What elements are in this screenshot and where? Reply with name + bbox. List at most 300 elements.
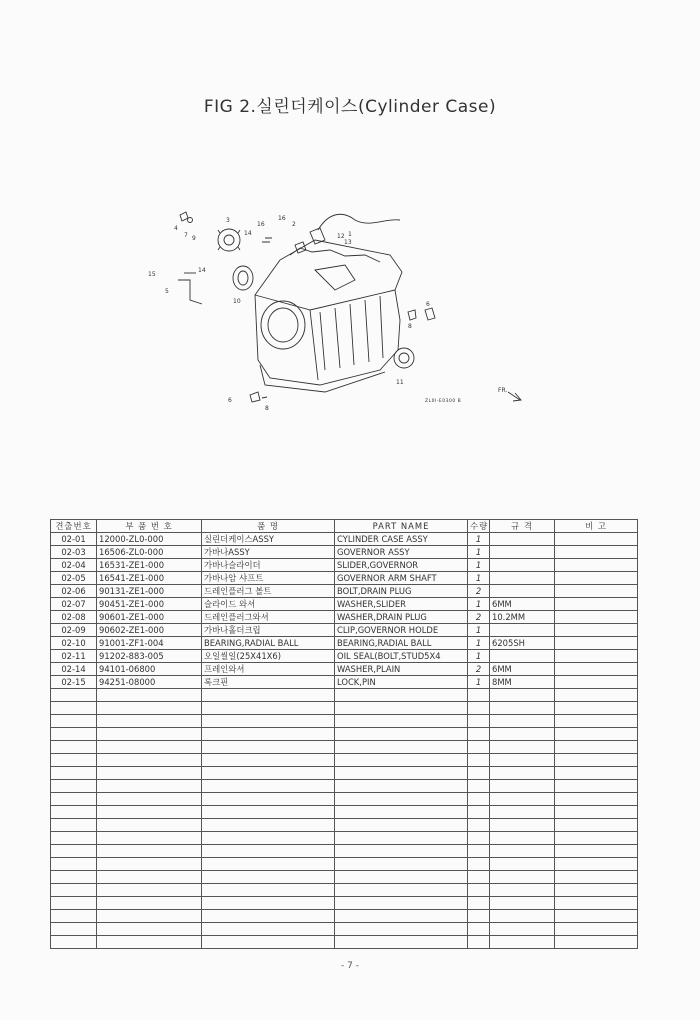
cell-empty xyxy=(468,793,490,806)
cell-empty xyxy=(202,767,335,780)
cell-empty xyxy=(97,871,202,884)
radial-bearing xyxy=(394,348,414,368)
cell-empty xyxy=(555,923,638,936)
callout-6b: 6 xyxy=(228,397,232,404)
cell-empty xyxy=(490,767,555,780)
cell-empty xyxy=(97,741,202,754)
cell-ref: 02-09 xyxy=(51,624,97,637)
cell-empty xyxy=(335,754,468,767)
cell-empty xyxy=(555,728,638,741)
cell-remarks xyxy=(555,624,638,637)
cell-empty xyxy=(468,819,490,832)
cell-spec xyxy=(490,533,555,546)
callout-8a: 8 xyxy=(408,323,412,330)
cell-empty xyxy=(202,754,335,767)
col-header-qty: 수량 xyxy=(468,520,490,533)
cell-empty xyxy=(97,910,202,923)
cell-empty xyxy=(490,845,555,858)
cylinder-bore-inner xyxy=(268,308,298,342)
blank-table-row xyxy=(51,897,638,910)
cell-spec: 10.2MM xyxy=(490,611,555,624)
cell-ref: 02-14 xyxy=(51,663,97,676)
cell-remarks xyxy=(555,637,638,650)
case-base xyxy=(260,365,385,392)
cell-empty xyxy=(51,689,97,702)
cell-empty xyxy=(555,897,638,910)
page-title: FIG 2.실린더케이스(Cylinder Case) xyxy=(203,97,497,117)
cell-empty xyxy=(490,715,555,728)
diagram-code: ZL0I-E0300 B xyxy=(425,399,462,404)
blank-table-row xyxy=(51,702,638,715)
case-side-face xyxy=(310,290,395,310)
cell-part-number: 90601-ZE1-000 xyxy=(97,611,202,624)
cell-qty: 1 xyxy=(468,598,490,611)
callout-13: 13 xyxy=(344,239,352,246)
cell-korean-name: 프레인와셔 xyxy=(202,663,335,676)
col-header-spec: 규 격 xyxy=(490,520,555,533)
cell-remarks xyxy=(555,611,638,624)
cell-empty xyxy=(468,689,490,702)
cell-spec xyxy=(490,624,555,637)
table-row xyxy=(51,533,638,546)
cell-empty xyxy=(51,923,97,936)
cell-spec xyxy=(490,546,555,559)
cell-empty xyxy=(202,728,335,741)
cell-empty xyxy=(468,910,490,923)
cell-empty xyxy=(335,741,468,754)
callout-7: 7 xyxy=(184,232,188,239)
cell-ref: 02-15 xyxy=(51,676,97,689)
cell-qty: 1 xyxy=(468,559,490,572)
cell-ref: 02-01 xyxy=(51,533,97,546)
callout-3: 3 xyxy=(226,217,230,224)
table-row xyxy=(51,611,638,624)
cell-empty xyxy=(490,702,555,715)
cell-empty xyxy=(468,754,490,767)
cell-empty xyxy=(97,832,202,845)
callout-5: 5 xyxy=(165,288,169,295)
cell-part-name: OIL SEAL(BOLT,STUD5X4 xyxy=(335,650,468,663)
cell-empty xyxy=(51,819,97,832)
cell-empty xyxy=(468,884,490,897)
cell-empty xyxy=(468,923,490,936)
cell-empty xyxy=(97,780,202,793)
cell-empty xyxy=(468,715,490,728)
parts-table-body xyxy=(51,533,638,949)
col-header-ref: 견출번호 xyxy=(51,520,97,533)
cell-ref: 02-03 xyxy=(51,546,97,559)
cell-qty: 2 xyxy=(468,611,490,624)
cell-remarks xyxy=(555,572,638,585)
cell-empty xyxy=(468,806,490,819)
cell-part-number: 90602-ZE1-000 xyxy=(97,624,202,637)
cell-empty xyxy=(51,767,97,780)
cell-empty xyxy=(490,780,555,793)
cell-empty xyxy=(468,936,490,949)
cell-empty xyxy=(97,702,202,715)
callout-labels xyxy=(148,215,507,412)
cell-empty xyxy=(555,806,638,819)
table-row xyxy=(51,650,638,663)
table-row xyxy=(51,572,638,585)
cell-empty xyxy=(335,689,468,702)
cell-ref: 02-04 xyxy=(51,559,97,572)
cell-empty xyxy=(555,767,638,780)
wire-harness xyxy=(318,214,400,230)
cell-empty xyxy=(97,806,202,819)
cell-remarks xyxy=(555,676,638,689)
cell-korean-name: 가바나홀더크립 xyxy=(202,624,335,637)
cell-qty: 1 xyxy=(468,546,490,559)
cell-spec: 6205SH xyxy=(490,637,555,650)
blank-table-row xyxy=(51,689,638,702)
cell-part-number: 94251-08000 xyxy=(97,676,202,689)
table-row xyxy=(51,546,638,559)
cell-empty xyxy=(555,715,638,728)
cell-empty xyxy=(51,780,97,793)
governor-arm-shaft xyxy=(178,280,202,304)
cell-empty xyxy=(490,884,555,897)
cell-empty xyxy=(555,819,638,832)
cell-empty xyxy=(51,858,97,871)
blank-table-row xyxy=(51,910,638,923)
cell-korean-name: 가바나슬라이더 xyxy=(202,559,335,572)
cell-empty xyxy=(51,715,97,728)
cell-empty xyxy=(202,702,335,715)
cell-empty xyxy=(490,741,555,754)
cell-korean-name: 록크핀 xyxy=(202,676,335,689)
cell-korean-name: 드레인플러그와셔 xyxy=(202,611,335,624)
cell-empty xyxy=(468,741,490,754)
callout-12: 12 xyxy=(337,233,345,240)
cell-empty xyxy=(51,741,97,754)
governor-cover xyxy=(315,265,355,290)
blank-table-row xyxy=(51,884,638,897)
cell-empty xyxy=(490,871,555,884)
cell-part-name: GOVERNOR ARM SHAFT xyxy=(335,572,468,585)
cell-remarks xyxy=(555,533,638,546)
cell-qty: 1 xyxy=(468,676,490,689)
page-number: - 7 - xyxy=(341,961,359,971)
cell-ref: 02-08 xyxy=(51,611,97,624)
cell-part-number: 16506-ZL0-000 xyxy=(97,546,202,559)
cell-spec: 8MM xyxy=(490,676,555,689)
cell-empty xyxy=(555,845,638,858)
cell-empty xyxy=(51,832,97,845)
cell-empty xyxy=(490,728,555,741)
cell-spec: 6MM xyxy=(490,663,555,676)
cell-part-number: 90451-ZE1-000 xyxy=(97,598,202,611)
cell-part-name: WASHER,PLAIN xyxy=(335,663,468,676)
cell-empty xyxy=(555,832,638,845)
col-header-korean-name: 품 명 xyxy=(202,520,335,533)
cell-empty xyxy=(335,806,468,819)
blank-table-row xyxy=(51,793,638,806)
col-header-part-name: PART NAME xyxy=(335,520,468,533)
blank-table-row xyxy=(51,754,638,767)
cell-empty xyxy=(490,910,555,923)
cell-empty xyxy=(555,910,638,923)
cell-empty xyxy=(51,884,97,897)
governor-gear xyxy=(218,229,240,251)
blank-table-row xyxy=(51,741,638,754)
cell-empty xyxy=(335,832,468,845)
cell-empty xyxy=(202,819,335,832)
cell-remarks xyxy=(555,663,638,676)
col-header-remarks: 비 고 xyxy=(555,520,638,533)
cell-empty xyxy=(335,871,468,884)
cell-remarks xyxy=(555,598,638,611)
cell-qty: 1 xyxy=(468,650,490,663)
cell-empty xyxy=(202,832,335,845)
blank-table-row xyxy=(51,858,638,871)
cell-empty xyxy=(468,897,490,910)
callout-14b: 14 xyxy=(198,267,206,274)
cell-part-name: BEARING,RADIAL BALL xyxy=(335,637,468,650)
blank-table-row xyxy=(51,832,638,845)
cell-empty xyxy=(490,858,555,871)
cell-empty xyxy=(468,832,490,845)
blank-table-row xyxy=(51,936,638,949)
cell-empty xyxy=(202,689,335,702)
cell-empty xyxy=(555,793,638,806)
cell-empty xyxy=(468,780,490,793)
cell-empty xyxy=(490,754,555,767)
oil-seal-left xyxy=(233,266,253,290)
cell-empty xyxy=(51,728,97,741)
cell-empty xyxy=(335,728,468,741)
cell-empty xyxy=(202,780,335,793)
cell-empty xyxy=(202,897,335,910)
cell-qty: 1 xyxy=(468,637,490,650)
cell-empty xyxy=(202,845,335,858)
cell-part-number: 16541-ZE1-000 xyxy=(97,572,202,585)
cell-empty xyxy=(51,793,97,806)
cell-empty xyxy=(490,832,555,845)
cell-empty xyxy=(468,871,490,884)
callout-10: 10 xyxy=(233,298,241,305)
cell-empty xyxy=(335,845,468,858)
blank-table-row xyxy=(51,819,638,832)
callout-16b: 16 xyxy=(278,215,286,222)
cell-empty xyxy=(490,897,555,910)
cell-empty xyxy=(51,936,97,949)
callout-9: 9 xyxy=(192,235,196,242)
exploded-parts-diagram xyxy=(140,200,540,420)
cell-empty xyxy=(555,780,638,793)
cell-part-number: 12000-ZL0-000 xyxy=(97,533,202,546)
callout-14: 14 xyxy=(244,230,252,237)
cell-korean-name: BEARING,RADIAL BALL xyxy=(202,637,335,650)
cell-empty xyxy=(97,767,202,780)
cell-remarks xyxy=(555,585,638,598)
cell-part-name: BOLT,DRAIN PLUG xyxy=(335,585,468,598)
table-row xyxy=(51,585,638,598)
cell-empty xyxy=(555,702,638,715)
cell-empty xyxy=(202,871,335,884)
cell-part-number: 91001-ZF1-004 xyxy=(97,637,202,650)
cell-part-name: WASHER,DRAIN PLUG xyxy=(335,611,468,624)
table-row xyxy=(51,663,638,676)
case-ribs xyxy=(320,296,383,370)
blank-table-row xyxy=(51,871,638,884)
cell-korean-name: 오일씰일(25X41X6) xyxy=(202,650,335,663)
cell-empty xyxy=(490,923,555,936)
blank-table-row xyxy=(51,845,638,858)
callout-16a: 16 xyxy=(257,221,265,228)
cell-empty xyxy=(202,923,335,936)
cell-empty xyxy=(97,793,202,806)
cell-remarks xyxy=(555,559,638,572)
cell-empty xyxy=(51,845,97,858)
cell-empty xyxy=(335,819,468,832)
cell-empty xyxy=(51,910,97,923)
cell-empty xyxy=(202,884,335,897)
cell-empty xyxy=(202,858,335,871)
cell-empty xyxy=(97,884,202,897)
blank-table-row xyxy=(51,715,638,728)
cell-part-number: 90131-ZE1-000 xyxy=(97,585,202,598)
cell-empty xyxy=(335,780,468,793)
cell-remarks xyxy=(555,546,638,559)
cell-empty xyxy=(555,871,638,884)
cell-spec xyxy=(490,559,555,572)
table-row xyxy=(51,637,638,650)
cell-empty xyxy=(490,936,555,949)
table-row xyxy=(51,676,638,689)
cell-empty xyxy=(97,936,202,949)
cell-empty xyxy=(335,767,468,780)
cell-empty xyxy=(335,910,468,923)
cell-empty xyxy=(555,689,638,702)
cell-empty xyxy=(335,702,468,715)
cell-qty: 1 xyxy=(468,624,490,637)
callout-4: 4 xyxy=(174,225,178,232)
cell-empty xyxy=(335,715,468,728)
cell-part-name: GOVERNOR ASSY xyxy=(335,546,468,559)
cell-empty xyxy=(51,754,97,767)
callout-1: 1 xyxy=(348,231,352,238)
cell-empty xyxy=(97,715,202,728)
cell-empty xyxy=(468,845,490,858)
cell-spec: 6MM xyxy=(490,598,555,611)
cell-spec xyxy=(490,585,555,598)
cell-korean-name: 슬라이드 와셔 xyxy=(202,598,335,611)
cell-empty xyxy=(51,871,97,884)
cell-empty xyxy=(468,702,490,715)
cell-empty xyxy=(202,741,335,754)
cell-empty xyxy=(335,858,468,871)
cell-empty xyxy=(97,923,202,936)
cell-empty xyxy=(490,806,555,819)
col-header-part-number: 부 품 번 호 xyxy=(97,520,202,533)
cell-empty xyxy=(202,793,335,806)
cell-empty xyxy=(555,858,638,871)
cell-korean-name: 드레인플러그 볼트 xyxy=(202,585,335,598)
cell-ref: 02-07 xyxy=(51,598,97,611)
cell-empty xyxy=(468,767,490,780)
cell-qty: 1 xyxy=(468,572,490,585)
cell-part-name: WASHER,SLIDER xyxy=(335,598,468,611)
cell-empty xyxy=(97,689,202,702)
cell-empty xyxy=(335,897,468,910)
blank-table-row xyxy=(51,806,638,819)
cell-empty xyxy=(51,897,97,910)
cell-empty xyxy=(468,728,490,741)
cell-remarks xyxy=(555,650,638,663)
cell-part-number: 94101-06800 xyxy=(97,663,202,676)
cell-empty xyxy=(335,793,468,806)
front-arrow xyxy=(508,392,521,401)
front-label: FR. xyxy=(498,387,508,394)
cell-empty xyxy=(335,884,468,897)
cell-empty xyxy=(97,897,202,910)
table-row xyxy=(51,624,638,637)
cell-empty xyxy=(51,806,97,819)
cell-empty xyxy=(97,728,202,741)
cell-ref: 02-06 xyxy=(51,585,97,598)
callout-8b: 8 xyxy=(265,405,269,412)
cell-empty xyxy=(555,754,638,767)
cell-empty xyxy=(97,858,202,871)
blank-table-row xyxy=(51,767,638,780)
blank-table-row xyxy=(51,728,638,741)
cell-part-number: 91202-883-005 xyxy=(97,650,202,663)
cell-part-name: SLIDER,GOVERNOR xyxy=(335,559,468,572)
cell-part-name: CLIP,GOVERNOR HOLDE xyxy=(335,624,468,637)
cell-part-number: 16531-ZE1-000 xyxy=(97,559,202,572)
cell-empty xyxy=(490,793,555,806)
cell-empty xyxy=(97,754,202,767)
blank-table-row xyxy=(51,923,638,936)
cell-empty xyxy=(468,858,490,871)
callout-6a: 6 xyxy=(426,301,430,308)
cell-empty xyxy=(97,819,202,832)
parts-table xyxy=(50,519,638,949)
cell-empty xyxy=(490,819,555,832)
table-header-row xyxy=(51,520,638,533)
cell-spec xyxy=(490,572,555,585)
cell-empty xyxy=(202,715,335,728)
cell-empty xyxy=(335,936,468,949)
callout-2: 2 xyxy=(292,221,296,228)
cell-qty: 1 xyxy=(468,533,490,546)
cell-empty xyxy=(202,936,335,949)
callout-15: 15 xyxy=(148,271,156,278)
cell-ref: 02-11 xyxy=(51,650,97,663)
cell-empty xyxy=(202,806,335,819)
cell-korean-name: 실린더케이스ASSY xyxy=(202,533,335,546)
cell-empty xyxy=(555,884,638,897)
callout-11: 11 xyxy=(396,379,404,386)
table-row xyxy=(51,559,638,572)
cell-empty xyxy=(555,741,638,754)
cell-ref: 02-10 xyxy=(51,637,97,650)
cell-empty xyxy=(202,910,335,923)
cell-empty xyxy=(490,689,555,702)
cell-empty xyxy=(555,936,638,949)
cell-korean-name: 가바나ASSY xyxy=(202,546,335,559)
blank-table-row xyxy=(51,780,638,793)
cell-ref: 02-05 xyxy=(51,572,97,585)
cell-empty xyxy=(51,702,97,715)
cell-korean-name: 가바나암 샤프트 xyxy=(202,572,335,585)
cell-qty: 2 xyxy=(468,663,490,676)
cell-part-name: CYLINDER CASE ASSY xyxy=(335,533,468,546)
cell-spec xyxy=(490,650,555,663)
cell-empty xyxy=(97,845,202,858)
cell-qty: 2 xyxy=(468,585,490,598)
